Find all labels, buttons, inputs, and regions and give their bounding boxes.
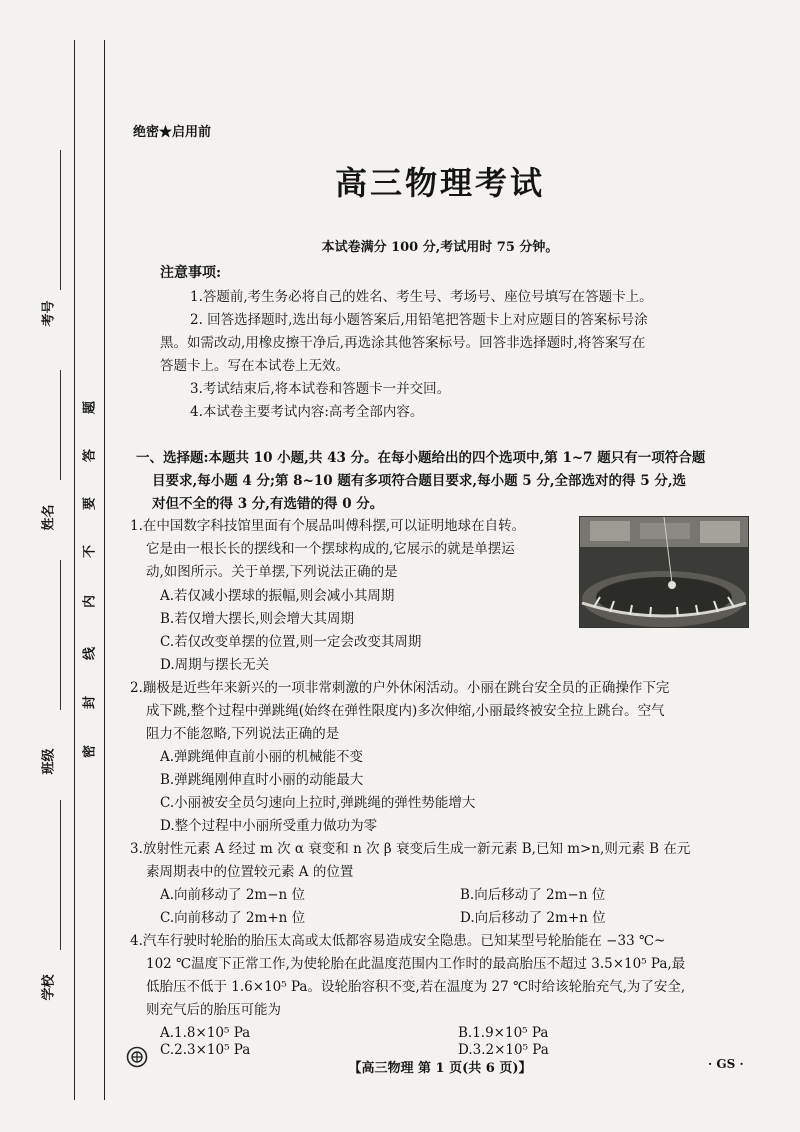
q2-option-c: C.小丽被安全员匀速向上拉时,弹跳绳的弹性势能增大 <box>160 795 476 811</box>
section-heading <box>136 447 756 516</box>
section-line: 一、选择题:本题共 10 小题,共 43 分。在每小题给出的四个选项中,第 1~7 题只有一项符合题 <box>136 450 706 466</box>
note-line: 黑。如需改动,用橡皮擦干净后,再选涂其他答案标号。回答非选择题时,将答案写在 <box>160 335 646 351</box>
notice-char: 密 <box>82 745 98 759</box>
q2-option-b: B.弹跳绳刚伸直时小丽的动能最大 <box>160 772 364 788</box>
q3-stem-line: 素周期表中的位置较元素 A 的位置 <box>146 864 354 880</box>
notice-char: 封 <box>82 696 98 710</box>
q2-option-a: A.弹跳绳伸直前小丽的机械能不变 <box>160 749 364 765</box>
notes-heading: 注意事项: <box>160 265 222 281</box>
q1-option-a: A.若仅减小摆球的振幅,则会减小其周期 <box>160 588 395 604</box>
note-line: 1.答题前,考生务必将自己的姓名、考生号、考场号、座位号填写在答题卡上。 <box>190 289 653 305</box>
exam-meta: 本试卷满分 100 分,考试用时 75 分钟。 <box>321 240 559 255</box>
page-footer: 【高三物理 第 1 页(共 6 页)】 <box>348 1061 532 1076</box>
pendulum-photo <box>579 516 749 628</box>
section-line: 对但不全的得 3 分,有选错的得 0 分。 <box>152 496 384 512</box>
note-line: 3.考试结束后,将本试卷和答题卡一并交回。 <box>190 381 451 397</box>
q4-stem-line: 则充气后的胎压可能为 <box>146 1002 281 1018</box>
q3-option-c: C.向前移动了 2m+n 位 <box>160 910 306 926</box>
q1-stem-line: 它是由一根长长的摆线和一个摆球构成的,它展示的就是单摆运 <box>146 541 515 557</box>
secret-mark: 绝密★启用前 <box>133 125 212 140</box>
notice-char: 题 <box>82 401 98 415</box>
notice-char: 线 <box>82 647 98 661</box>
notice-char: 不 <box>82 545 98 559</box>
q4-option-d: D.3.2×10⁵ Pa <box>458 1042 549 1058</box>
q1-stem-line: 动,如图所示。关于单摆,下列说法正确的是 <box>146 564 398 580</box>
q4-option-c: C.2.3×10⁵ Pa <box>160 1042 251 1058</box>
q3-option-d: D.向后移动了 2m+n 位 <box>460 910 606 926</box>
q2-stem-line: 成下跳,整个过程中弹跳绳(始终在弹性限度内)多次伸缩,小丽最终被安全拉上跳台。空气 <box>146 703 665 719</box>
q2-option-d: D.整个过程中小丽所受重力做功为零 <box>160 818 378 834</box>
notice-char: 答 <box>82 449 98 463</box>
notice-char: 内 <box>82 595 98 609</box>
name-field-line <box>60 370 61 480</box>
q3-option-b: B.向后移动了 2m−n 位 <box>460 887 606 903</box>
q2-stem-line: 2.蹦极是近些年来新兴的一项非常刺激的户外休闲活动。小丽在跳台安全员的正确操作下完 <box>130 680 670 696</box>
q1-option-b: B.若仅增大摆长,则会增大其周期 <box>160 611 355 627</box>
page-title: 高三物理考试 <box>334 164 545 202</box>
school-label: 学校 <box>41 974 57 1001</box>
class-field-line <box>60 560 61 710</box>
note-line: 答题卡上。写在本试卷上无效。 <box>160 358 349 374</box>
q4-stem-line: 4.汽车行驶时轮胎的胎压太高或太低都容易造成安全隐患。已知某型号轮胎能在 −33 ℃~ <box>130 933 666 949</box>
school-field-line <box>60 800 61 950</box>
name-label: 姓名 <box>41 504 57 531</box>
q4-stem-line: 低胎压不低于 1.6×10⁵ Pa。设轮胎容积不变,若在温度为 27 ℃时给该轮胎充气,为了安全, <box>146 979 686 995</box>
q1-option-c: C.若仅改变单摆的位置,则一定会改变其周期 <box>160 634 422 650</box>
notice-char: 要 <box>82 497 98 511</box>
q2-stem-line: 阻力不能忽略,下列说法正确的是 <box>146 726 340 742</box>
note-line: 2. 回答选择题时,选出每小题答案后,用铅笔把答题卡上对应题目的答案标号涂 <box>190 312 648 328</box>
note-line: 4.本试卷主要考试内容:高考全部内容。 <box>190 404 424 420</box>
exam-no-label: 考号 <box>41 300 57 327</box>
q4-option-b: B.1.9×10⁵ Pa <box>458 1025 549 1041</box>
q3-stem-line: 3.放射性元素 A 经过 m 次 α 衰变和 n 次 β 衰变后生成一新元素 B,已知 m>n,则元素 B 在元 <box>130 841 691 857</box>
q1-option-d: D.周期与摆长无关 <box>160 657 270 673</box>
q3-option-a: A.向前移动了 2m−n 位 <box>160 887 306 903</box>
q1-stem-line: 1.在中国数字科技馆里面有个展品叫傅科摆,可以证明地球在自转。 <box>130 518 526 534</box>
q4-stem-line: 102 ℃温度下正常工作,为使轮胎在此温度范围内工作时的最高胎压不超过 3.5×10⁵ Pa,最 <box>146 956 686 972</box>
class-label: 班级 <box>41 748 57 775</box>
q4-option-a: A.1.8×10⁵ Pa <box>160 1025 251 1041</box>
section-line: 目要求,每小题 4 分;第 8~10 题有多项符合题目要求,每小题 5 分,全部选对的得 5 分,选 <box>152 473 687 489</box>
exam-code: · GS · <box>708 1057 744 1071</box>
